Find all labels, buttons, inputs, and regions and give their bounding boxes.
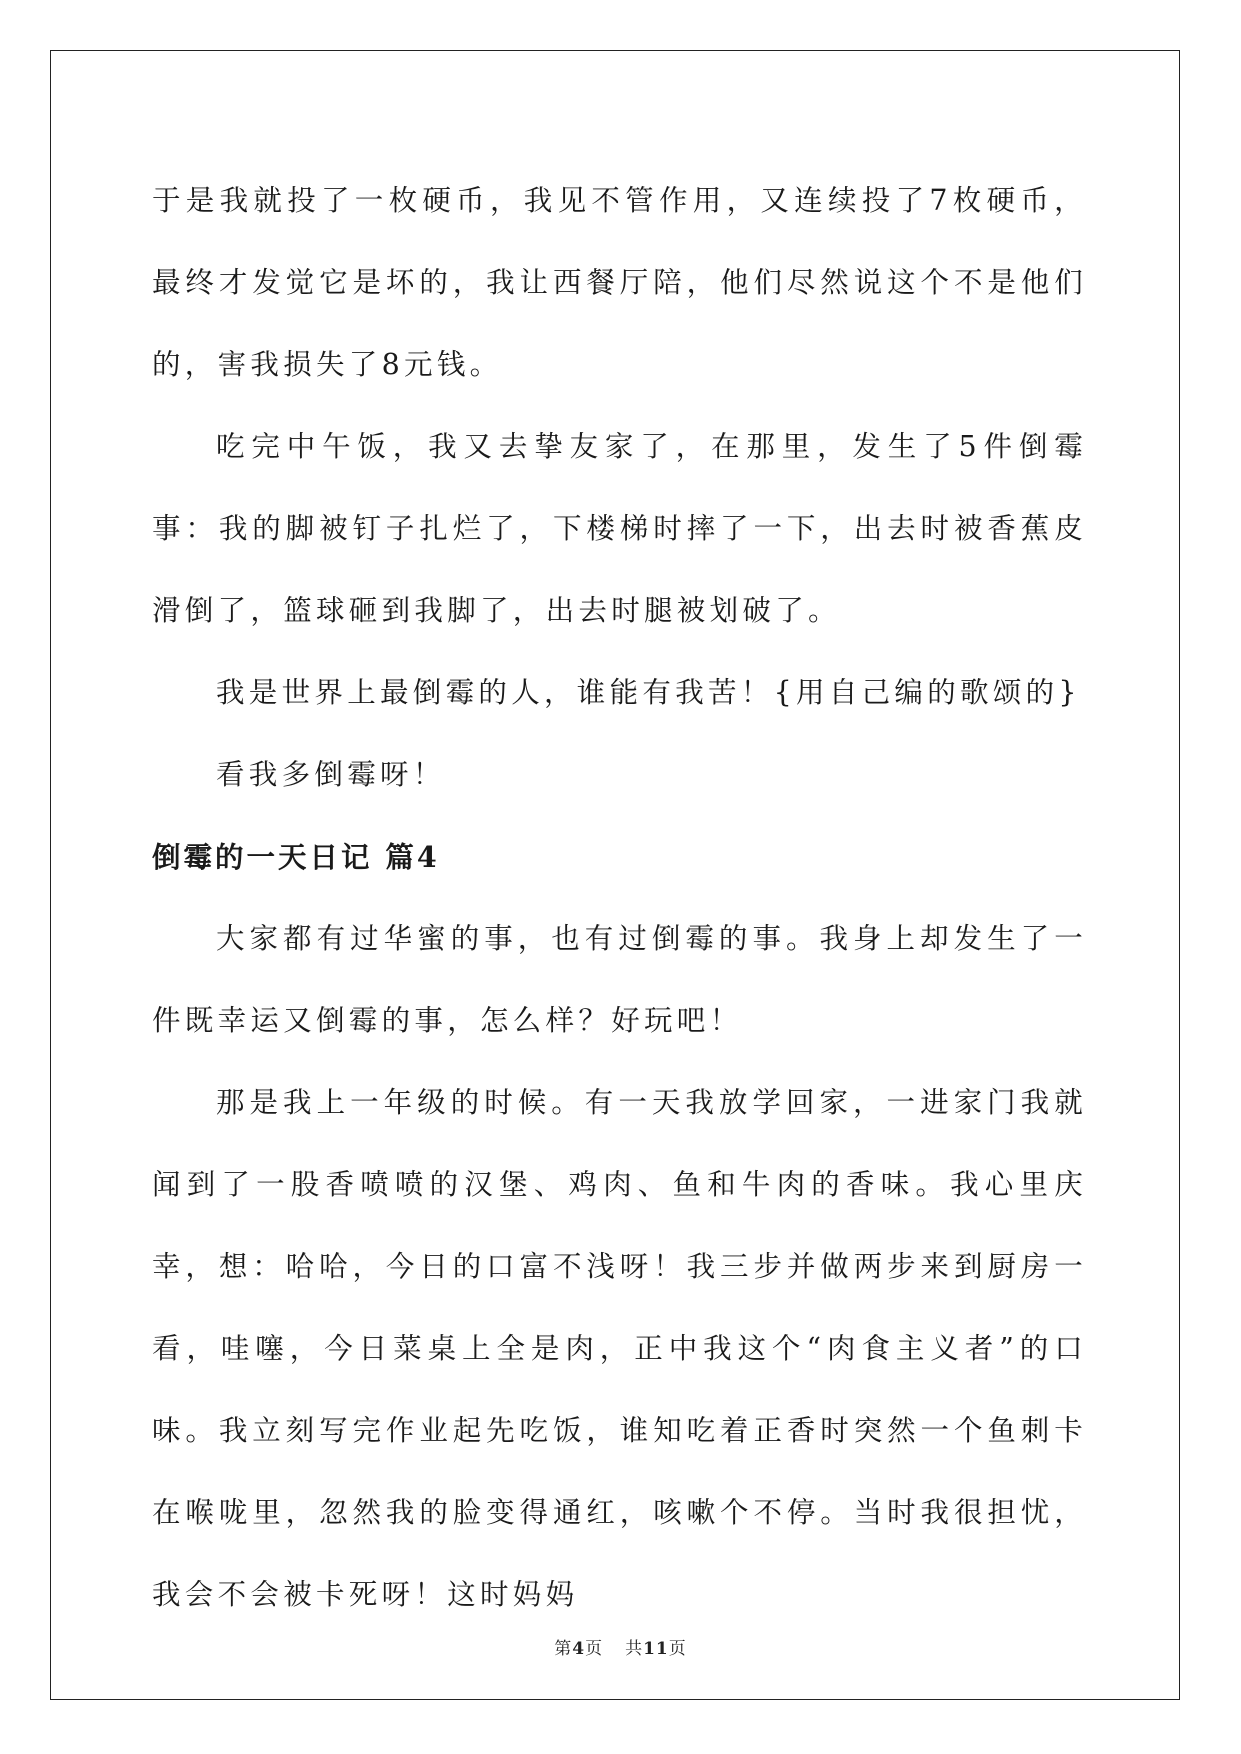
page-footer bbox=[0, 1634, 1241, 1659]
footer-total-pages: 11 bbox=[643, 1639, 669, 1659]
paragraph-5: 大家都有过华蜜的事，也有过倒霉的事。我身上却发生了一件既幸运又倒霉的事，怎么样？好玩吧！ bbox=[152, 922, 1087, 1037]
section-heading: 倒霉的一天日记 篇4 bbox=[152, 840, 440, 874]
footer-page-number: 4 bbox=[572, 1639, 586, 1659]
document-body bbox=[152, 160, 1087, 1636]
paragraph-1: 于是我就投了一枚硬币，我见不管作用，又连续投了7枚硬币，最终才发觉它是坏的，我让西餐厅陪，他们尽然说这个不是他们的，害我损失了8元钱。 bbox=[152, 184, 1087, 381]
footer-total-suffix: 页 bbox=[668, 1639, 687, 1659]
footer-page-suffix: 页 bbox=[585, 1639, 604, 1659]
paragraph-3: 我是世界上最倒霉的人，谁能有我苦！{用自己编的歌颂的} bbox=[216, 676, 1081, 709]
paragraph-6: 那是我上一年级的时候。有一天我放学回家，一进家门我就闻到了一股香喷喷的汉堡、鸡肉、鱼和牛肉的香味。我心里庆幸，想：哈哈，今日的口富不浅呀！我三步并做两步来到厨房一看，哇噻，今日菜桌上全是肉，正中我这个“肉食主义者”的口味。我立刻写完作业起先吃饭，谁知吃着正香时突然一个鱼刺卡在喉咙里，忽然我的脸变得通红，咳嗽个不停。当时我很担忧，我会不会被卡死呀！这时妈妈 bbox=[152, 1086, 1087, 1611]
footer-total-prefix: 共 bbox=[625, 1639, 644, 1659]
footer-page-prefix: 第 bbox=[554, 1639, 573, 1659]
paragraph-2: 吃完中午饭，我又去挚友家了，在那里，发生了5件倒霉事：我的脚被钉子扎烂了，下楼梯时摔了一下，出去时被香蕉皮滑倒了，篮球砸到我脚了，出去时腿被划破了。 bbox=[152, 430, 1087, 627]
paragraph-4: 看我多倒霉呀！ bbox=[216, 758, 446, 791]
